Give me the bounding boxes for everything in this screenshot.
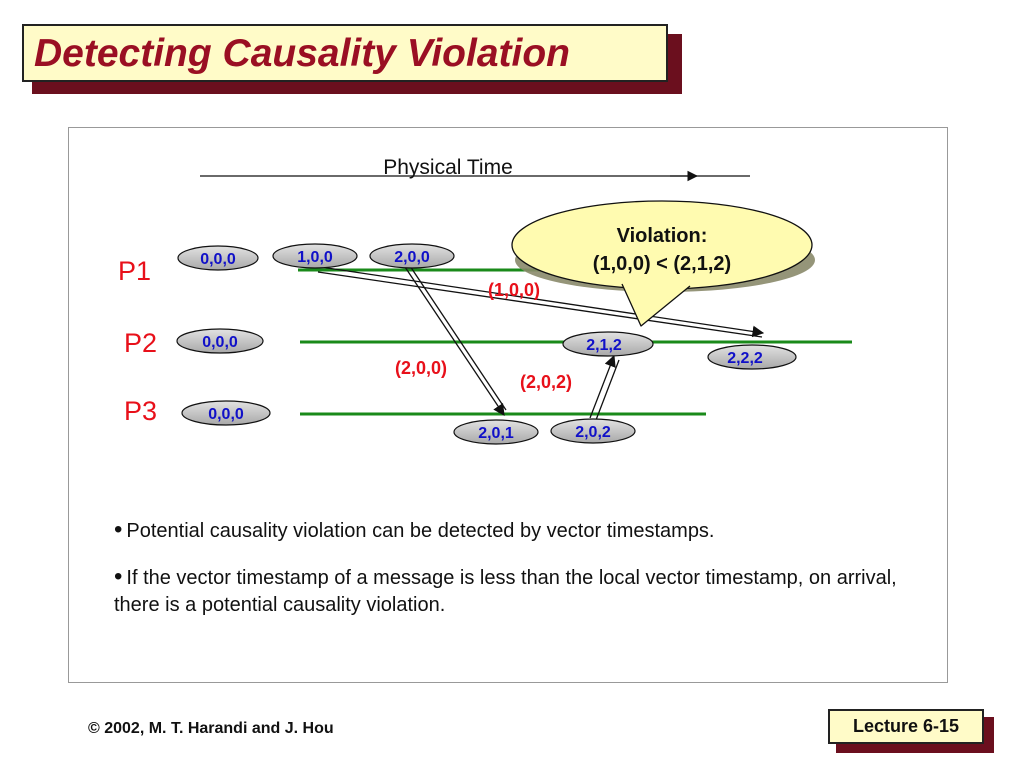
message-p3-to-p2 — [590, 356, 619, 420]
event-label: 2,2,2 — [727, 350, 763, 367]
event-p1-initial — [178, 246, 258, 270]
lecture-number: Lecture 6-15 — [852, 716, 960, 736]
bullet-item — [114, 563, 914, 619]
event-label: 2,0,2 — [575, 424, 611, 441]
event-p1-e2 — [370, 244, 454, 268]
bullet-text: If the vector timestamp of a message is less than the local vector timestamp, on arrival, there is a potential causality violation. — [114, 567, 897, 616]
event-label: 0,0,0 — [202, 334, 238, 351]
time-axis — [200, 156, 750, 179]
event-p1-e1 — [273, 244, 357, 268]
bullet-dot: • — [114, 563, 123, 590]
bullet-text: Potential causality violation can be detected by vector timestamps. — [126, 520, 715, 542]
lecture-box — [828, 709, 984, 744]
bullet-list — [114, 516, 914, 637]
event-label: 1,0,0 — [297, 249, 333, 266]
event-label: 2,0,1 — [478, 425, 514, 442]
event-label: 0,0,0 — [200, 251, 236, 268]
callout-line2: (1,0,0) < (2,1,2) — [592, 253, 732, 275]
event-label: 2,1,2 — [586, 337, 622, 354]
slide-title: Detecting Causality Violation — [34, 32, 570, 75]
event-p2-e2 — [708, 345, 796, 369]
bullet-item — [114, 516, 914, 545]
callout-line1: Violation: — [616, 225, 708, 247]
message-label-m3: (2,0,2) — [520, 372, 573, 392]
footer-copyright: © 2002, M. T. Harandi and J. Hou — [88, 720, 334, 737]
event-label: 0,0,0 — [208, 406, 244, 423]
callout-tail — [622, 284, 690, 326]
event-p2-initial — [177, 329, 263, 353]
process-label-p2: P2 — [124, 328, 158, 358]
event-p3-e2 — [551, 419, 635, 443]
event-p2-e1 — [563, 332, 653, 356]
time-axis-label: Physical Time — [383, 156, 513, 179]
process-label-p3: P3 — [124, 396, 158, 426]
process-label-p1: P1 — [118, 256, 152, 286]
message-label-m1: (1,0,0) — [488, 280, 541, 300]
message-label-m2: (2,0,0) — [395, 358, 448, 378]
event-p3-initial — [182, 401, 270, 425]
bullet-dot: • — [114, 516, 123, 543]
event-p3-e1 — [454, 420, 538, 444]
event-label: 2,0,0 — [394, 249, 430, 266]
